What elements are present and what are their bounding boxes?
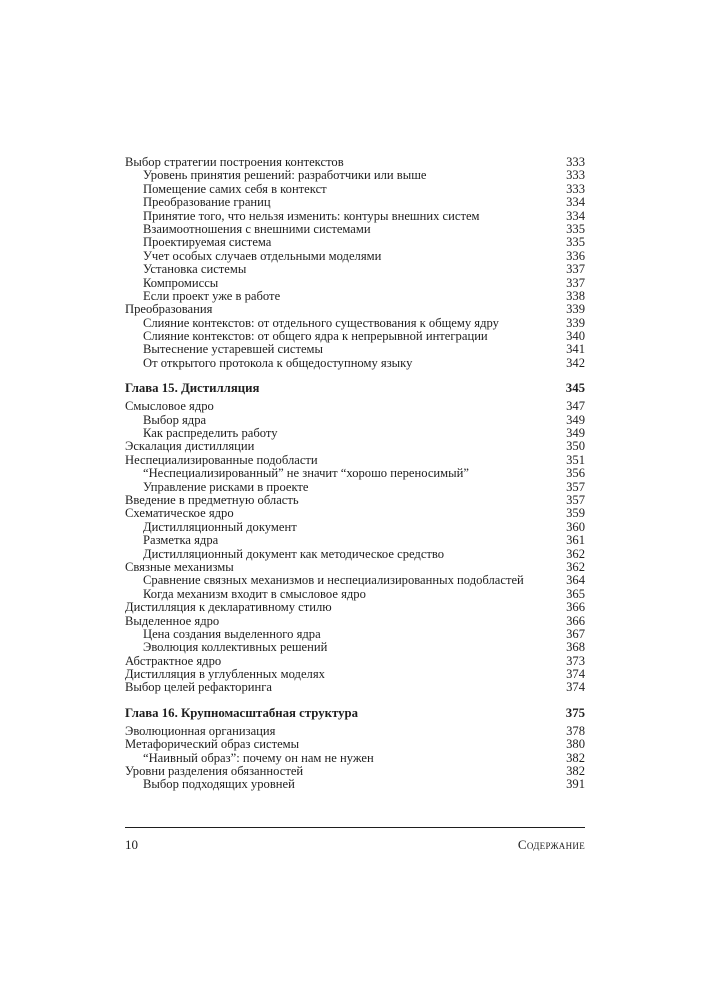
- toc-entry: [125, 521, 585, 534]
- toc-entry-title: Метафорический образ системы: [125, 737, 300, 752]
- toc-entry-title: Разметка ядра: [143, 533, 219, 548]
- toc-entry-page: 339: [566, 315, 585, 330]
- toc-entry: [125, 156, 585, 169]
- toc-entry-title: Цена создания выделенного ядра: [143, 626, 321, 641]
- toc-entry: [125, 414, 585, 427]
- toc-entry: [125, 507, 585, 520]
- toc-entry-page: 360: [566, 519, 585, 534]
- page-number: 10: [125, 837, 138, 852]
- toc-entry-page: 357: [566, 492, 585, 507]
- toc-entry-title: Выбор ядра: [143, 412, 207, 427]
- toc-entry-title: Выделенное ядро: [125, 613, 220, 628]
- toc-entry-title: Дистилляционный документ как методическое средство: [143, 546, 445, 561]
- toc-entry: [125, 169, 585, 182]
- toc-entry-title: Управление рисками в проекте: [143, 479, 309, 494]
- toc-entry-page: 335: [566, 221, 585, 236]
- toc-entry: [125, 655, 585, 668]
- toc-entry-title: Глава 15. Дистилляция: [125, 381, 260, 396]
- toc-entry-title: Эволюция коллективных решений: [143, 640, 328, 655]
- toc-entry-title: Смысловое ядро: [125, 399, 214, 414]
- toc-entry-title: Слияние контекстов: от отдельного существования к общему ядру: [143, 315, 499, 330]
- toc-entry-page: 357: [566, 479, 585, 494]
- toc-entry: [125, 725, 585, 738]
- toc-entry-title: Связные механизмы: [125, 559, 234, 574]
- toc-entry-title: Преобразование границ: [143, 195, 271, 210]
- toc-entry-title: Дистилляционный документ: [143, 519, 297, 534]
- toc-entry: [125, 196, 585, 209]
- toc-entry: [125, 628, 585, 641]
- toc-entry-title: Компромиссы: [143, 275, 219, 290]
- toc-entry-page: 349: [566, 412, 585, 427]
- toc-entry-page: 337: [566, 275, 585, 290]
- toc-entry: [125, 236, 585, 249]
- toc-entry-page: 342: [566, 355, 585, 370]
- toc-entry-title: Эволюционная организация: [125, 723, 276, 738]
- toc-entry-page: 391: [566, 777, 585, 792]
- toc-entry-title: “Неспециализированный” не значит “хорошо переносимый”: [143, 466, 469, 481]
- toc-entry-page: 337: [566, 262, 585, 277]
- toc-entry: [125, 467, 585, 480]
- toc-entry-page: 349: [566, 426, 585, 441]
- toc-entry-page: 366: [566, 613, 585, 628]
- toc-entry-page: 368: [566, 640, 585, 655]
- toc-entry-page: 374: [566, 667, 585, 682]
- toc-entry: [125, 357, 585, 370]
- toc-entry-title: Введение в предметную область: [125, 492, 299, 507]
- toc-entry: [125, 561, 585, 574]
- toc-entry-page: 365: [566, 586, 585, 601]
- toc-entry-title: Установка системы: [143, 262, 247, 277]
- toc-entry: [125, 641, 585, 654]
- toc-entry: [125, 534, 585, 547]
- toc-entry-page: 378: [566, 723, 585, 738]
- toc-entry-page: 374: [566, 680, 585, 695]
- toc-entry-page: 362: [566, 559, 585, 574]
- toc-entry-page: 375: [565, 705, 585, 720]
- toc-entry-page: 333: [566, 181, 585, 196]
- toc-entry: [125, 668, 585, 681]
- toc-entry-title: Дистилляция в углубленных моделях: [125, 667, 325, 682]
- toc-entry-title: Взаимоотношения с внешними системами: [143, 221, 371, 236]
- toc-chapter-heading: [125, 381, 585, 395]
- toc-entry-page: 382: [566, 764, 585, 779]
- toc-entry: [125, 330, 585, 343]
- toc-entry: [125, 427, 585, 440]
- toc-entry: [125, 494, 585, 507]
- toc-entry-page: 338: [566, 288, 585, 303]
- toc-chapter-heading: [125, 706, 585, 720]
- toc-entry: [125, 183, 585, 196]
- toc-entry-page: 367: [566, 626, 585, 641]
- toc-entry-title: Глава 16. Крупномасштабная структура: [125, 705, 359, 720]
- toc-entry-page: 347: [566, 399, 585, 414]
- toc-entry-title: Выбор подходящих уровней: [143, 777, 295, 792]
- toc-entry: [125, 752, 585, 765]
- toc-entry: [125, 778, 585, 791]
- toc-entry-page: 373: [566, 653, 585, 668]
- toc-entry-page: 340: [566, 329, 585, 344]
- toc-entry: [125, 738, 585, 751]
- toc-entry-title: От открытого протокола к общедоступному языку: [143, 355, 413, 370]
- toc-entry-page: 362: [566, 546, 585, 561]
- toc-entry: [125, 440, 585, 453]
- toc-entry-page: 334: [566, 208, 585, 223]
- toc-entry-title: Принятие того, что нельзя изменить: контуры внешних систем: [143, 208, 480, 223]
- toc-entry-title: Учет особых случаев отдельными моделями: [143, 248, 382, 263]
- toc-entry: [125, 223, 585, 236]
- toc-entry-title: Выбор целей рефакторинга: [125, 680, 273, 695]
- toc-entry: [125, 615, 585, 628]
- toc-entry-title: Неспециализированные подобласти: [125, 452, 318, 467]
- toc-entry: [125, 250, 585, 263]
- toc-entry-page: 333: [566, 155, 585, 169]
- toc-entry-page: 339: [566, 302, 585, 317]
- toc-entry: [125, 303, 585, 316]
- toc-entry-page: 380: [566, 737, 585, 752]
- toc-entry-page: 334: [566, 195, 585, 210]
- toc-entry: [125, 263, 585, 276]
- toc-entry-page: 351: [566, 452, 585, 467]
- toc-entry: [125, 574, 585, 587]
- toc-entry: [125, 277, 585, 290]
- toc-entry-title: Когда механизм входит в смысловое ядро: [143, 586, 366, 601]
- toc-entry-title: Проектируемая система: [143, 235, 272, 250]
- toc-entry: [125, 681, 585, 694]
- toc-entry: [125, 454, 585, 467]
- toc-entry-page: 356: [566, 466, 585, 481]
- running-head: Содержание: [517, 837, 585, 852]
- toc-entry-title: Если проект уже в работе: [143, 288, 281, 303]
- toc-entry-title: Сравнение связных механизмов и неспециализированных подобластей: [143, 573, 524, 588]
- toc-entry-title: Помещение самих себя в контекст: [143, 181, 327, 196]
- toc-entry-title: Уровни разделения обязанностей: [125, 764, 304, 779]
- toc-entry: [125, 548, 585, 561]
- table-of-contents: [125, 156, 585, 792]
- toc-entry-page: 366: [566, 600, 585, 615]
- toc-entry-title: Как распределить работу: [143, 426, 278, 441]
- toc-entry-page: 382: [566, 750, 585, 765]
- toc-entry-title: Дистилляция к декларативному стилю: [125, 600, 332, 615]
- toc-entry-title: Схематическое ядро: [125, 506, 234, 521]
- toc-entry-title: Уровень принятия решений: разработчики или выше: [143, 168, 427, 183]
- toc-entry: [125, 290, 585, 303]
- toc-entry-title: Слияние контекстов: от общего ядра к непрерывной интеграции: [143, 329, 488, 344]
- toc-entry: [125, 481, 585, 494]
- toc-entry-title: Абстрактное ядро: [125, 653, 222, 668]
- toc-entry: [125, 343, 585, 356]
- toc-entry: [125, 317, 585, 330]
- toc-entry-page: 341: [566, 342, 585, 357]
- toc-entry: [125, 765, 585, 778]
- toc-entry-title: Эскалация дистилляции: [125, 439, 255, 454]
- toc-entry-page: 359: [566, 506, 585, 521]
- toc-entry: [125, 601, 585, 614]
- toc-entry-page: 333: [566, 168, 585, 183]
- toc-entry-title: Вытеснение устаревшей системы: [143, 342, 323, 357]
- toc-entry: [125, 588, 585, 601]
- toc-entry-page: 345: [565, 381, 585, 396]
- toc-entry-page: 361: [566, 533, 585, 548]
- toc-entry-page: 350: [566, 439, 585, 454]
- toc-entry-title: Выбор стратегии построения контекстов: [125, 155, 344, 169]
- toc-entry-title: Преобразования: [125, 302, 213, 317]
- footer-rule: [125, 827, 585, 828]
- toc-entry: [125, 400, 585, 413]
- toc-entry: [125, 210, 585, 223]
- toc-entry-page: 335: [566, 235, 585, 250]
- toc-entry-page: 364: [566, 573, 585, 588]
- toc-entry-page: 336: [566, 248, 585, 263]
- toc-entry-title: “Наивный образ”: почему он нам не нужен: [143, 750, 374, 765]
